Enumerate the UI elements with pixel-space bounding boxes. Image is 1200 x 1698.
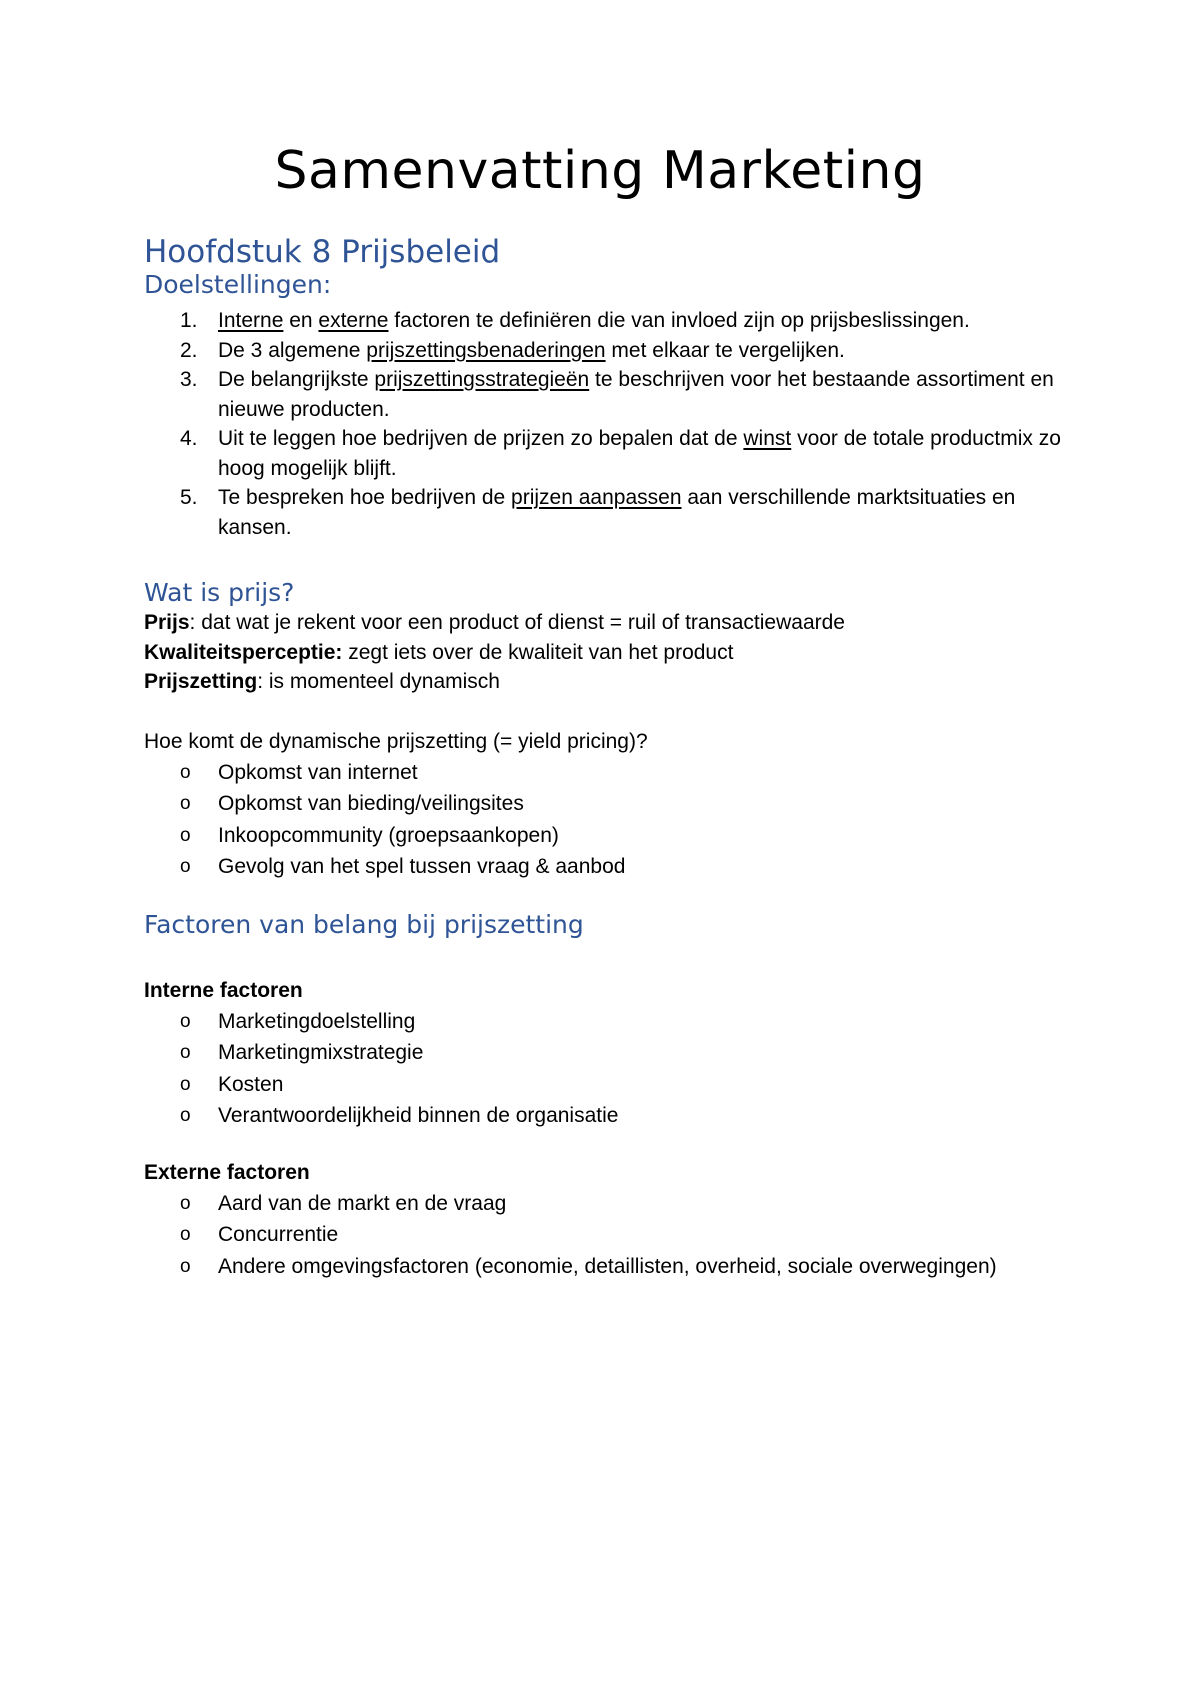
- list-item: [144, 1188, 1104, 1220]
- definition-term: Prijszetting: [144, 670, 258, 693]
- bullet-icon: o: [180, 1224, 191, 1245]
- bullet-icon: o: [180, 1073, 191, 1095]
- external-factors-label-text: Externe factoren: [144, 1161, 310, 1184]
- definition-term: Prijs: [144, 611, 190, 634]
- definition-separator: :: [189, 611, 196, 634]
- bullet-icon: o: [180, 1010, 191, 1032]
- definition-term: Kwaliteitsperceptie:: [144, 640, 343, 664]
- goal-number: 4.: [180, 427, 198, 450]
- list-item-text: Gevolg van het spel tussen vraag & aanbod: [218, 855, 626, 878]
- list-item-text: Opkomst van internet: [218, 760, 418, 784]
- definition-text: zegt iets over de kwaliteit van het product: [342, 640, 734, 664]
- internal-factors-block: [144, 976, 1104, 1132]
- list-item: [144, 1100, 1104, 1132]
- list-item: [144, 1219, 1104, 1251]
- external-factors-bullets: [144, 1188, 1104, 1283]
- list-item: [144, 851, 1104, 883]
- goals-list: [144, 306, 1064, 542]
- bullet-icon: o: [180, 1105, 191, 1126]
- factors-heading: Factoren van belang bij prijszetting: [144, 910, 584, 939]
- list-item: [144, 757, 1104, 789]
- dynamic-pricing-question: Hoe komt de dynamische prijszetting (= yield pricing)?: [144, 730, 648, 753]
- goal-text: factoren te definiëren die van invloed zijn op prijsbeslissingen.: [388, 309, 970, 332]
- goal-keyword: Interne: [218, 309, 284, 332]
- goal-text: De 3 algemene: [218, 338, 367, 362]
- internal-factors-label: [144, 976, 1104, 1006]
- goal-keyword: winst: [743, 427, 792, 450]
- goal-keyword: prijzen aanpassen: [511, 486, 682, 509]
- bullet-icon: o: [180, 793, 191, 814]
- bullet-icon: o: [180, 1042, 191, 1063]
- list-item: [144, 1069, 1104, 1101]
- list-item: [144, 1037, 1104, 1069]
- price-heading: Wat is prijs?: [144, 578, 295, 607]
- dynamic-pricing-bullets: [144, 757, 1104, 883]
- dynamic-pricing-block: [144, 727, 1104, 883]
- list-item-text: Inkoopcommunity (groepsaankopen): [218, 823, 559, 847]
- goal-number: 5.: [180, 486, 198, 509]
- definition-kwaliteitsperceptie: [144, 638, 1104, 668]
- goal-text: met elkaar te vergelijken.: [605, 338, 845, 362]
- goal-item: [144, 336, 1064, 366]
- list-item-text: Marketingmixstrategie: [218, 1041, 424, 1064]
- goal-keyword: prijszettingsbenaderingen: [366, 338, 606, 362]
- goal-text: voor de totale productmix zo hoog mogelijk blijft.: [218, 427, 1061, 480]
- internal-factors-bullets: [144, 1006, 1104, 1132]
- list-item: [144, 1251, 1104, 1283]
- goal-item: [144, 483, 1064, 542]
- list-item-text: Opkomst van bieding/veilingsites: [218, 792, 524, 815]
- list-item-text: Aard van de markt en de vraag: [218, 1191, 507, 1215]
- goal-item: [144, 424, 1064, 483]
- list-item-text: Kosten: [218, 1072, 284, 1096]
- goal-item: [144, 365, 1064, 424]
- bullet-icon: o: [180, 1192, 191, 1214]
- bullet-icon: o: [180, 856, 191, 877]
- goal-keyword: prijszettingsstrategieën: [374, 368, 590, 391]
- document-title: Samenvatting Marketing: [274, 141, 926, 201]
- goal-text: te beschrijven voor het bestaande assortiment en nieuwe producten.: [218, 368, 1054, 421]
- goal-text: aan verschillende marktsituaties en kansen.: [218, 486, 1016, 539]
- goal-text: en: [283, 309, 319, 332]
- list-item: [144, 1006, 1104, 1038]
- goal-number: 2.: [180, 338, 198, 362]
- goal-text: Uit te leggen hoe bedrijven de prijzen zo bepalen dat de: [218, 427, 744, 450]
- list-item-text: Verantwoordelijkheid binnen de organisatie: [218, 1104, 619, 1127]
- goal-number: 1.: [180, 309, 198, 332]
- bullet-icon: o: [180, 761, 191, 783]
- list-item: [144, 820, 1104, 852]
- list-item: [144, 788, 1104, 820]
- definition-prijszetting: [144, 667, 1104, 697]
- definition-text: dat wat je rekent voor een product of dienst = ruil of transactiewaarde: [195, 611, 845, 634]
- internal-factors-label-text: Interne factoren: [144, 979, 303, 1002]
- goal-text: Te bespreken hoe bedrijven de: [218, 486, 512, 509]
- goal-number: 3.: [180, 368, 198, 391]
- list-item-text: Marketingdoelstelling: [218, 1009, 416, 1033]
- definition-prijs: [144, 608, 1104, 638]
- list-item-text: Concurrentie: [218, 1223, 339, 1246]
- bullet-icon: o: [180, 824, 191, 846]
- price-definitions: [144, 608, 1104, 697]
- bullet-icon: o: [180, 1255, 191, 1277]
- definition-text: is momenteel dynamisch: [263, 670, 500, 693]
- list-item-text: Andere omgevingsfactoren (economie, detaillisten, overheid, sociale overwegingen): [218, 1254, 997, 1278]
- chapter-heading: Hoofdstuk 8 Prijsbeleid: [144, 234, 501, 270]
- goal-text: De belangrijkste: [218, 368, 375, 391]
- external-factors-block: [144, 1158, 1104, 1282]
- definition-separator: :: [257, 670, 264, 693]
- goal-keyword: externe: [318, 309, 389, 332]
- goals-heading: Doelstellingen:: [144, 270, 332, 299]
- external-factors-label: [144, 1158, 1104, 1188]
- goal-item: [144, 306, 1064, 336]
